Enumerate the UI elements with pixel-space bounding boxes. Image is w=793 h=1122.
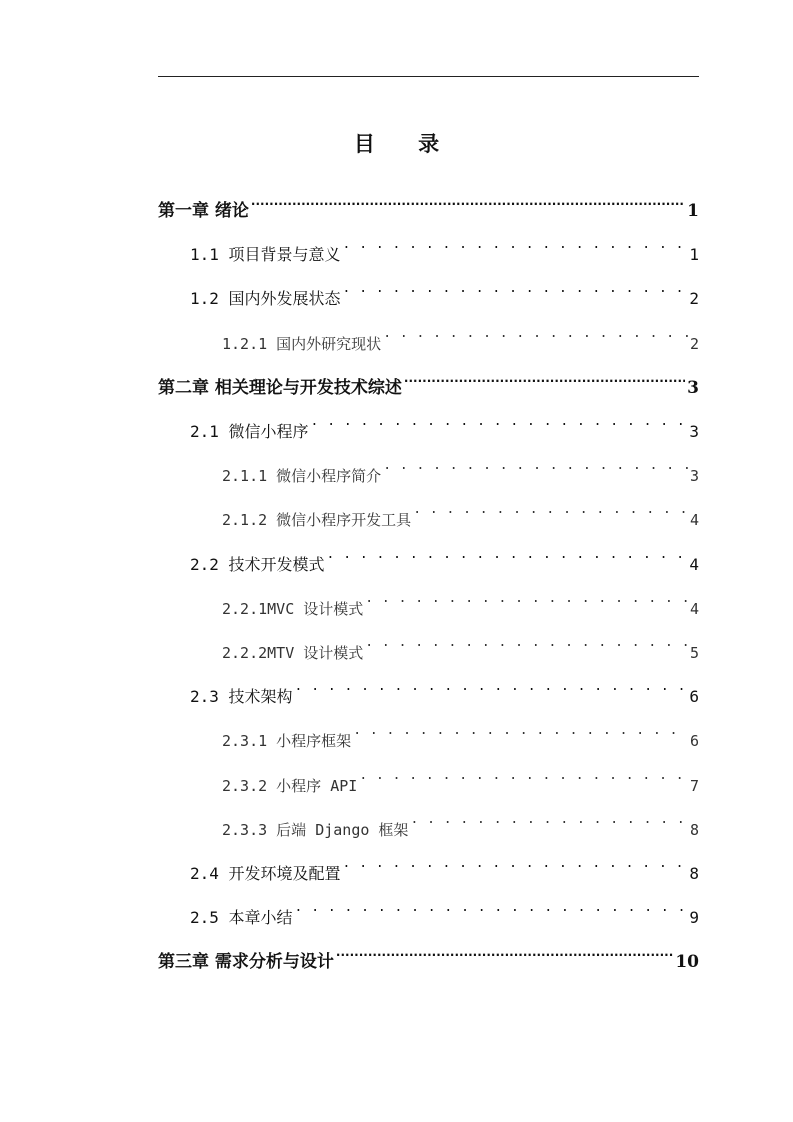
toc-entry-label: 2.3.2 小程序 API [222,777,358,795]
toc-entry[interactable] [190,282,699,310]
toc-entry-page-number: 2 [689,289,699,308]
dot-leader [251,194,685,216]
toc-entry[interactable] [190,901,699,929]
toc-entry-page-number: 5 [689,644,699,662]
dot-leader [359,769,688,791]
toc-entry-label: 2.3 技术架构 [190,687,293,706]
toc-entry-label: 1.2.1 国内外研究现状 [222,335,382,353]
toc-entry-label: 第一章 绪论 [158,201,249,221]
toc-entry-page-number: 3 [689,422,699,441]
toc-entry-page-number: 4 [689,511,699,529]
toc-entry-page-number: 1 [689,245,699,264]
toc-entry[interactable] [190,238,699,266]
toc-entry[interactable] [222,459,699,487]
toc-entry-label: 2.2.1MVC 设计模式 [222,600,364,618]
toc-entry-label: 第三章 需求分析与设计 [158,952,334,972]
toc-entry-page-number: 2 [689,335,699,353]
toc-entry-page-number: 6 [689,732,699,750]
toc-entry-page-number: 7 [689,777,699,795]
toc-entry-page-number: 3 [689,467,699,485]
toc-entry[interactable] [158,371,699,399]
dot-leader [410,813,688,835]
dot-leader [383,327,688,349]
toc-entry[interactable] [190,857,699,885]
dot-leader [353,724,688,746]
toc-entry-label: 2.3.3 后端 Django 框架 [222,821,409,839]
dot-leader [336,945,673,967]
toc-entry-label: 第二章 相关理论与开发技术综述 [158,378,402,398]
toc-entry[interactable] [158,194,699,222]
toc-entry-label: 2.1.1 微信小程序简介 [222,467,382,485]
toc-entry-page-number: 9 [689,908,699,927]
toc-entry[interactable] [222,813,699,841]
dot-leader [295,901,688,923]
dot-leader [365,636,688,658]
toc-entry-label: 2.1.2 微信小程序开发工具 [222,511,412,529]
toc-entry-page-number: 4 [689,600,699,618]
toc-entry-label: 1.2 国内外发展状态 [190,289,341,308]
toc-entry-label: 2.2 技术开发模式 [190,555,325,574]
toc-entry[interactable] [222,592,699,620]
toc-entry[interactable] [222,503,699,531]
toc-entry-page-number: 8 [689,864,699,883]
toc-entry-label: 2.1 微信小程序 [190,422,309,441]
toc-entry-page-number: 6 [689,687,699,706]
dot-leader [404,371,685,393]
toc-entry[interactable] [190,548,699,576]
toc-title: 目 录 [353,132,458,156]
toc-entry-label: 2.3.1 小程序框架 [222,732,352,750]
dot-leader [343,238,688,260]
dot-leader [343,282,688,304]
dot-leader [311,415,688,437]
toc-entry[interactable] [222,724,699,752]
toc-entry-label: 2.4 开发环境及配置 [190,864,341,883]
dot-leader [365,592,688,614]
toc-entry-label: 1.1 项目背景与意义 [190,245,341,264]
toc-entry[interactable] [158,945,699,973]
dot-leader [383,459,688,481]
toc-entry-page-number: 3 [687,378,699,398]
toc-entry[interactable] [190,680,699,708]
toc-entry-page-number: 10 [675,952,699,972]
toc-entry[interactable] [222,327,699,355]
toc-entry[interactable] [222,769,699,797]
dot-leader [413,503,688,525]
dot-leader [295,680,688,702]
dot-leader [327,548,688,570]
toc-entry-page-number: 1 [687,201,699,221]
toc-entry-label: 2.2.2MTV 设计模式 [222,644,364,662]
toc-entry-page-number: 4 [689,555,699,574]
toc-entry-label: 2.5 本章小结 [190,908,293,927]
toc-entry[interactable] [222,636,699,664]
toc-entry[interactable] [190,415,699,443]
dot-leader [343,857,688,879]
toc-entry-page-number: 8 [689,821,699,839]
